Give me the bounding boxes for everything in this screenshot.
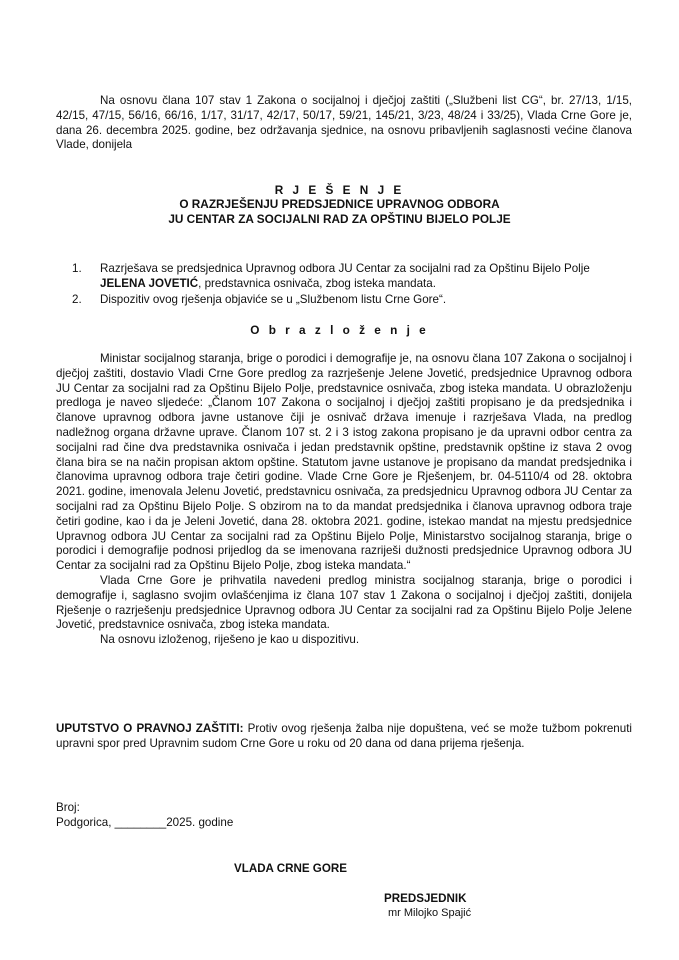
signature-block	[384, 892, 471, 920]
reasoning-body	[56, 352, 632, 648]
list-item-number: 2.	[72, 292, 82, 306]
list-item	[72, 262, 632, 292]
legal-remedy-paragraph	[56, 722, 632, 752]
decision-subtitle-line-2: JU CENTAR ZA SOCIJALNI RAD ZA OPŠTINU BIJELO POLJE	[168, 212, 511, 226]
intro-paragraph: Na osnovu člana 107 stav 1 Zakona o socijalnoj i dječjoj zaštiti („Službeni list CG“, br. 27/13, 1/15, 42/15, 47/15, 56/16, 66/16, 1/17, 31/17, 42/17, 50/17, 59/21, 145/21, 3/23, 48/24 i 33/25), Vlada Crne Gore je, dana 26. decembra 2025. godine, bez održavanja sjednice, na osnovu pribavljenih saglasnosti većine članova Vlade, donijela	[56, 94, 632, 152]
legal-remedy-label: UPUTSTVO O PRAVNOJ ZAŠTITI:	[56, 722, 244, 735]
legal-remedy-text: Protiv ovog rješenja žalba nije dopuštena, već se može tužbom pokrenuti upravni spor pred Upravnim sudom Crne Gore u roku od 20 dana od dana prijema rješenja.	[56, 722, 632, 750]
dismissed-person-name: JELENA JOVETIĆ	[100, 276, 199, 290]
list-item-number: 1.	[72, 262, 82, 275]
list-item-text-before: Razrješava se predsjednica Upravnog odbora JU Centar za socijalni rad za Opštinu Bijelo Polje	[100, 262, 590, 275]
reasoning-heading: O b r a z l o ž e n j e	[250, 323, 429, 337]
decision-title: R J E Š E N J E	[274, 183, 405, 197]
dispositive-list	[72, 262, 632, 308]
reference-number-label: Broj:	[56, 801, 80, 814]
decision-subtitle-line-1: O RAZRJEŠENJU PREDSJEDNICE UPRAVNOG ODBORA	[179, 197, 500, 211]
reasoning-paragraph: Vlada Crne Gore je prihvatila navedeni predlog ministra socijalnog staranja, brige o porodici i demografije i, saglasno svojim ovlašćenjima iz člana 107 stav 1 Zakona o socijalnoj i dječjoj zaštiti, donijela Rješenje o razrješenju predsjednice Upravnog odbora JU Centar za socijalni rad za Opštinu Bijelo Polje Jelene Jovetić, predstavnice osnivača, zbog isteka mandata.	[56, 573, 632, 632]
place-date: Podgorica, ________2025. godine	[56, 816, 234, 829]
reasoning-paragraph: Ministar socijalnog staranja, brige o porodici i demografije je, na osnovu člana 107 Zakona o socijalnoj i dječjoj zaštiti, dostavio Vladi Crne Gore predlog za razrješenje Jelene Jovetić, predsjednice Upravnog odbora JU Centar za socijalni rad za Opštinu Bijelo Polje, predstavnice osnivača, zbog isteka mandata. U obrazloženju predloga je naveo sljedeće: „Članom 107 Zakona o socijalnoj i dječjoj zaštiti propisano je da predsjednika i članove upravnog odbora javne ustanove čiji je osnivač država imenuje i razrješava Vlada, na predlog nadležnog organa državne uprave. Članom 107 st. 2 i 3 istog zakona propisano je da upravni odbor centra za socijalni rad čine dva predstavnika osnivača i jedan predstavnik opštine, predstavnik opštine iz stava 2 ovog člana bira se na način propisan aktom opštine. Statutom javne ustanove je propisano da mandat predsjednika i članovima upravnog odbora traje četiri godine. Vlade Crne Gore je Rješenjem, br. 04-5110/4 od 28. oktobra 2021. godine, imenovala Jelenu Jovetić, predstavnicu osnivača, za predsjednicu Upravnog odbora JU Centar za socijalni rad za Opštinu Bijelo Polje. S obzirom na to da mandat predsjednika i članova upravnog odbora traje četiri godine, kao i da je Jeleni Jovetić, dana 28. oktobra 2021. godine, istekao mandat na mjestu predsjednice Upravnog odbora JU Centar za socijalni rad za Opštinu Bijelo Polje, Ministarstvo socijalnog staranja, brige o porodici i demografije podnosi prijedlog da se imenovana razriješi dužnosti predsjednice Upravnog odbora JU Centar za socijalni rad za Opštinu Bijelo Polje, zbog isteka mandata.“	[56, 352, 632, 573]
issuer-name: VLADA CRNE GORE	[234, 862, 347, 875]
signatory-name: mr Milojko Spajić	[388, 907, 472, 919]
reasoning-paragraph: Na osnovu izloženog, riješeno je kao u dispozitivu.	[100, 633, 360, 647]
list-item-text-after: , predstavnica osnivača, zbog isteka mandata.	[198, 276, 436, 290]
list-item-text: Dispozitiv ovog rješenja objaviće se u „Službenom listu Crne Gore“.	[100, 292, 447, 306]
list-item	[72, 293, 632, 308]
signatory-role: PREDSJEDNIK	[384, 892, 467, 905]
reference-block	[56, 800, 233, 830]
